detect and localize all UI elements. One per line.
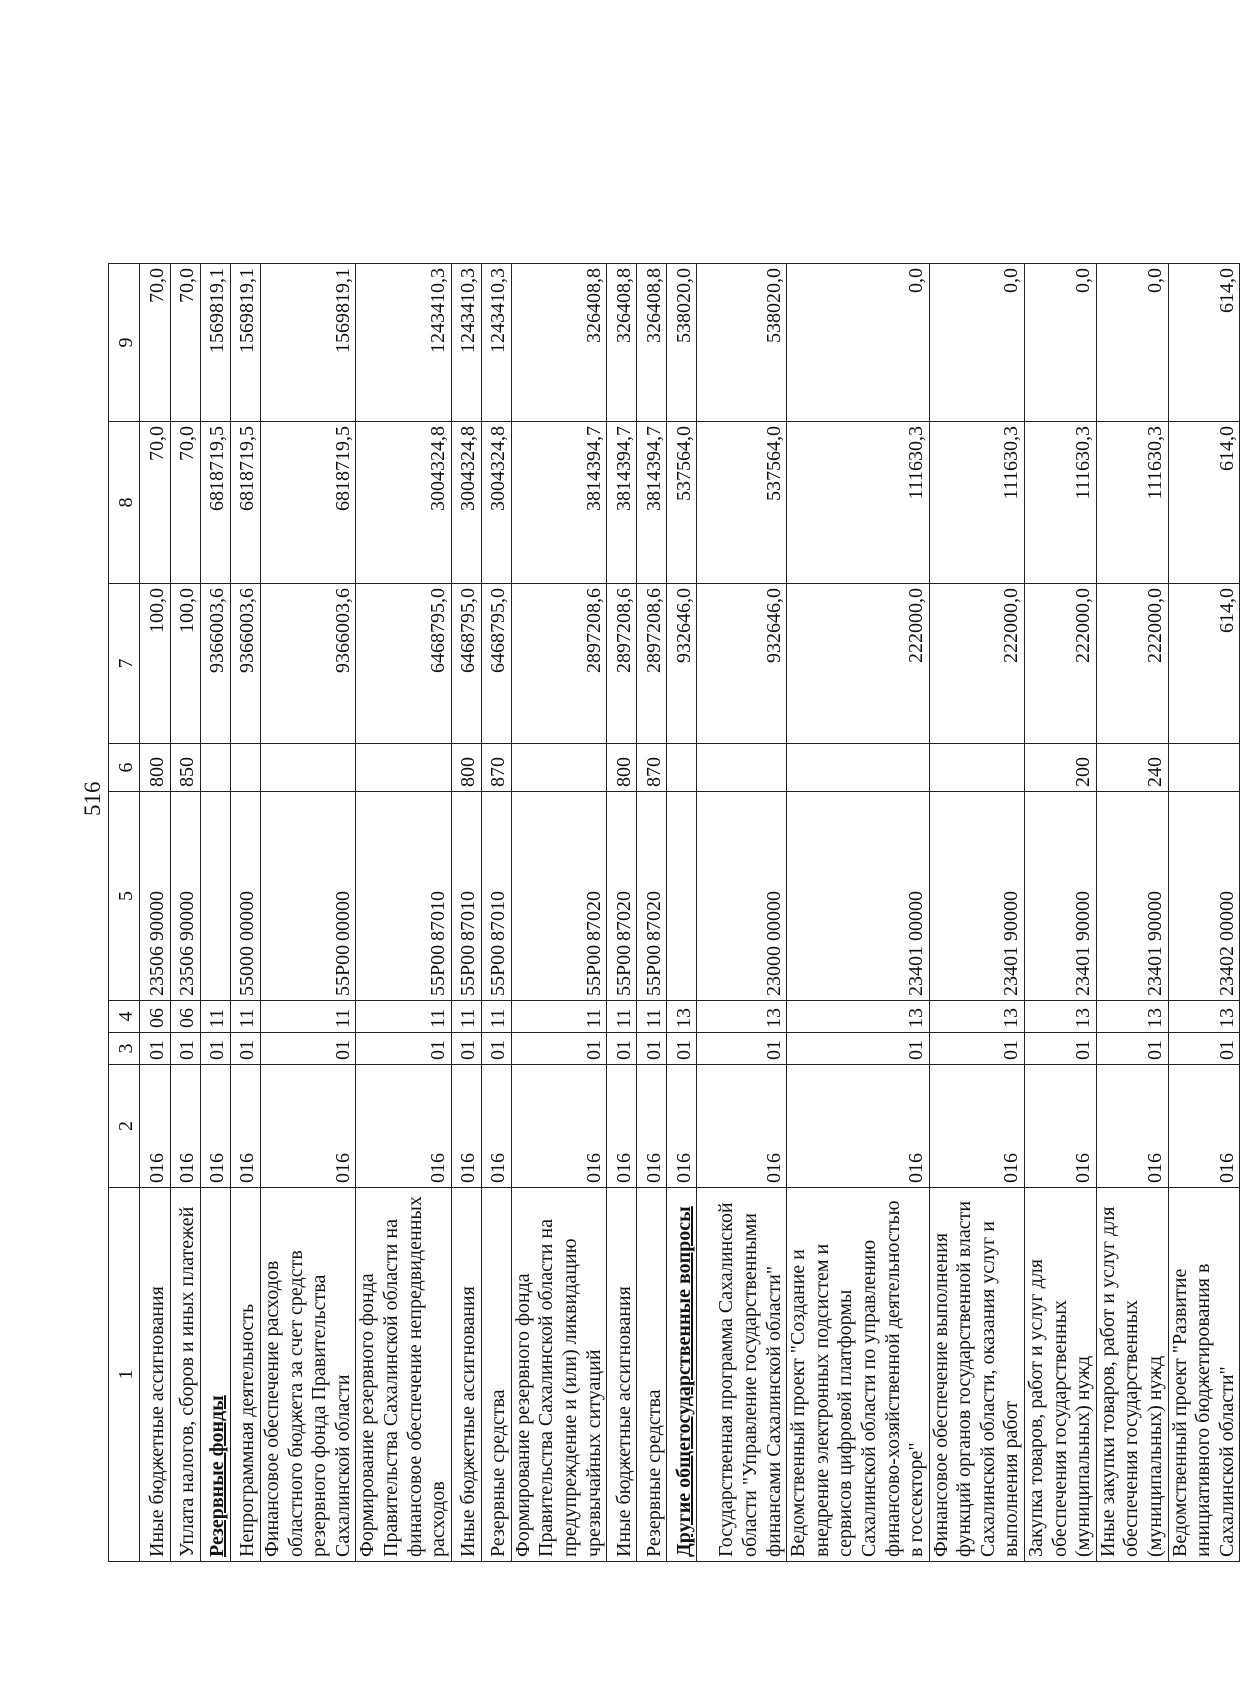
amount-year-1: 100,0 [140,584,171,744]
amount-year-2: 3004324,8 [451,422,481,584]
code-target-article [1168,792,1240,1001]
amount-year-1: 100,0 [171,584,201,744]
amount-year-2: 3814394,7 [637,422,667,584]
code-ministry: 016 [697,1065,787,1188]
amount-year-1: 6468795,0 [451,584,481,744]
code-program: 55P00 [612,944,635,996]
code-direction: 87020 [582,891,605,941]
row-name: Резервные средства [481,1188,511,1562]
code-program: 55P00 [487,944,510,996]
code-target-article [787,792,930,1001]
amount-year-3: 326408,8 [607,264,637,422]
amount-year-1: 614,0 [1168,584,1240,744]
code-direction: 87020 [612,891,635,941]
code-program: 55P00 [427,944,450,996]
code-direction: 00000 [905,891,928,941]
row-name: Финансовое обеспечение расходов областного бюджета за счет средств резервного фонда Правительства Сахалинской области [261,1188,356,1562]
code-ministry: 016 [511,1065,606,1188]
header-row [109,264,140,1562]
code-section: 01 [231,1033,261,1065]
code-section: 01 [1025,1033,1097,1065]
code-subsection: 11 [511,1001,606,1033]
row-name: Государственная программа Сахалинской области "Управление государственными финансами Сахалинской области" [697,1188,787,1562]
row-name: Резервные средства [637,1188,667,1562]
code-section: 01 [787,1033,930,1065]
table-row [231,264,261,1562]
code-section: 01 [201,1033,231,1065]
code-section: 01 [140,1033,171,1065]
code-target-article [261,792,356,1001]
code-program: 55P00 [582,944,605,996]
code-expense-type: 800 [451,744,481,792]
table-row [261,264,356,1562]
amount-year-2: 537564,0 [667,422,697,584]
code-expense-type [261,744,356,792]
table-row [140,264,171,1562]
code-ministry: 016 [1096,1065,1168,1188]
code-program: 23401 [1144,946,1167,996]
code-expense-type [356,744,451,792]
amount-year-1: 222000,0 [1025,584,1097,744]
amount-year-2: 70,0 [171,422,201,584]
code-subsection: 06 [171,1001,201,1033]
code-expense-type [1168,744,1240,792]
code-expense-type: 870 [637,744,667,792]
code-section: 01 [697,1033,787,1065]
code-direction: 90000 [1072,891,1095,941]
code-expense-type: 850 [171,744,201,792]
amount-year-1: 2897208,6 [637,584,667,744]
table-row [667,264,697,1562]
row-name: Ведомственный проект "Создание и внедрение электронных подсистем и сервисов цифровой платформы Сахалинской области по управлению финансово-хозяйственной деятельностью в госсекторе" [787,1188,930,1562]
code-ministry: 016 [451,1065,481,1188]
code-ministry: 016 [607,1065,637,1188]
code-target-article [929,792,1024,1001]
code-subsection: 13 [1096,1001,1168,1033]
amount-year-3: 538020,0 [667,264,697,422]
code-direction: 00000 [762,891,785,941]
code-expense-type: 800 [607,744,637,792]
amount-year-2: 111630,3 [1096,422,1168,584]
amount-year-2: 537564,0 [697,422,787,584]
row-name: Иные бюджетные ассигнования [607,1188,637,1562]
amount-year-2: 614,0 [1168,422,1240,584]
table-row [697,264,787,1562]
code-expense-type: 200 [1025,744,1097,792]
row-name: Формирование резервного фонда Правительства Сахалинской области на финансовое обеспечение непредвиденных расходов [356,1188,451,1562]
code-subsection: 13 [667,1001,697,1033]
code-program: 23402 [1215,946,1238,996]
amount-year-3: 0,0 [787,264,930,422]
amount-year-1: 2897208,6 [511,584,606,744]
code-program: 23506 [146,946,169,996]
amount-year-3: 614,0 [1168,264,1240,422]
code-ministry: 016 [356,1065,451,1188]
code-target-article [356,792,451,1001]
code-direction: 87020 [642,891,665,941]
table-row [201,264,231,1562]
col-header: 8 [109,422,140,584]
code-section: 01 [1096,1033,1168,1065]
budget-table [108,263,1240,1562]
row-name: Иные бюджетные ассигнования [140,1188,171,1562]
row-name: Уплата налогов, сборов и иных платежей [171,1188,201,1562]
row-name: Финансовое обеспечение выполнения функций органов государственной власти Сахалинской области, оказания услуг и выполнения работ [929,1188,1024,1562]
code-ministry: 016 [481,1065,511,1188]
code-ministry: 016 [140,1065,171,1188]
code-section: 01 [667,1033,697,1065]
code-program: 23506 [176,946,199,996]
code-expense-type [667,744,697,792]
code-program: 55000 [236,946,259,996]
col-header: 3 [109,1033,140,1065]
code-expense-type: 800 [140,744,171,792]
code-expense-type: 240 [1096,744,1168,792]
amount-year-1: 222000,0 [787,584,930,744]
amount-year-1: 9366003,6 [201,584,231,744]
amount-year-1: 222000,0 [1096,584,1168,744]
table-row [481,264,511,1562]
code-ministry: 016 [231,1065,261,1188]
code-subsection: 06 [140,1001,171,1033]
amount-year-2: 3004324,8 [481,422,511,584]
code-section: 01 [451,1033,481,1065]
code-section: 01 [511,1033,606,1065]
amount-year-1: 932646,0 [667,584,697,744]
code-target-article [171,792,201,1001]
code-program: 23000 [762,946,785,996]
code-ministry: 016 [1025,1065,1097,1188]
amount-year-2: 70,0 [140,422,171,584]
amount-year-2: 6818719,5 [201,422,231,584]
col-header: 7 [109,584,140,744]
row-name: Резервные фонды [201,1188,231,1562]
code-subsection: 11 [261,1001,356,1033]
amount-year-1: 9366003,6 [231,584,261,744]
code-target-article [231,792,261,1001]
page-number: 516 [80,781,105,816]
col-header: 9 [109,264,140,422]
amount-year-3: 0,0 [1096,264,1168,422]
code-target-article [1096,792,1168,1001]
code-subsection: 13 [697,1001,787,1033]
amount-year-1: 932646,0 [697,584,787,744]
amount-year-1: 6468795,0 [481,584,511,744]
table-row [511,264,606,1562]
amount-year-2: 3004324,8 [356,422,451,584]
code-program: 55P00 [642,944,665,996]
code-expense-type [697,744,787,792]
code-subsection: 11 [451,1001,481,1033]
amount-year-3: 1243410,3 [481,264,511,422]
code-section: 01 [637,1033,667,1065]
table-row [1025,264,1097,1562]
amount-year-2: 111630,3 [1025,422,1097,584]
row-name: Непрограммная деятельность [231,1188,261,1562]
col-header: 4 [109,1001,140,1033]
amount-year-3: 1569819,1 [201,264,231,422]
row-name: Формирование резервного фонда Правительства Сахалинской области на предупреждение и (или) ликвидацию чрезвычайных ситуаций [511,1188,606,1562]
code-ministry: 016 [201,1065,231,1188]
code-section: 01 [171,1033,201,1065]
table-row [607,264,637,1562]
code-ministry: 016 [637,1065,667,1188]
code-target-article [1025,792,1097,1001]
amount-year-2: 3814394,7 [607,422,637,584]
code-program: 55P00 [331,944,354,996]
code-expense-type: 870 [481,744,511,792]
amount-year-3: 70,0 [140,264,171,422]
code-subsection: 11 [481,1001,511,1033]
amount-year-3: 0,0 [1025,264,1097,422]
code-ministry: 016 [929,1065,1024,1188]
code-section: 01 [356,1033,451,1065]
col-header: 1 [109,1188,140,1562]
code-ministry: 016 [1168,1065,1240,1188]
code-direction: 90000 [1144,891,1167,941]
amount-year-2: 3814394,7 [511,422,606,584]
code-target-article [201,792,231,1001]
amount-year-3: 0,0 [929,264,1024,422]
table-body [140,264,1240,1562]
table-row [171,264,201,1562]
code-subsection: 11 [607,1001,637,1033]
amount-year-2: 111630,3 [787,422,930,584]
code-direction: 87010 [457,891,480,941]
code-direction: 00000 [1215,891,1238,941]
table-row [787,264,930,1562]
code-program: 23401 [1072,946,1095,996]
code-direction: 90000 [176,891,199,941]
code-subsection: 13 [929,1001,1024,1033]
row-name: Иные бюджетные ассигнования [451,1188,481,1562]
table-row [637,264,667,1562]
table-row [356,264,451,1562]
code-ministry: 016 [261,1065,356,1188]
code-section: 01 [607,1033,637,1065]
code-section: 01 [261,1033,356,1065]
col-header: 6 [109,744,140,792]
amount-year-3: 1243410,3 [451,264,481,422]
amount-year-3: 326408,8 [637,264,667,422]
amount-year-1: 9366003,6 [261,584,356,744]
code-target-article [637,792,667,1001]
row-name: Ведомственный проект "Развитие инициативного бюджетирования в Сахалинской области" [1168,1188,1240,1562]
table-row [1096,264,1168,1562]
code-direction: 00000 [331,891,354,941]
code-target-article [607,792,637,1001]
code-target-article [667,792,697,1001]
code-direction: 00000 [236,891,259,941]
code-target-article [140,792,171,1001]
code-program: 55P00 [457,944,480,996]
table-row [929,264,1024,1562]
code-target-article [451,792,481,1001]
code-subsection: 11 [356,1001,451,1033]
amount-year-1: 6468795,0 [356,584,451,744]
code-section: 01 [929,1033,1024,1065]
amount-year-2: 6818719,5 [231,422,261,584]
code-expense-type [201,744,231,792]
amount-year-3: 1569819,1 [261,264,356,422]
amount-year-3: 326408,8 [511,264,606,422]
amount-year-3: 538020,0 [697,264,787,422]
code-ministry: 016 [667,1065,697,1188]
code-target-article [481,792,511,1001]
amount-year-2: 111630,3 [929,422,1024,584]
col-header: 5 [109,792,140,1001]
table-row [1168,264,1240,1562]
row-name: Иные закупки товаров, работ и услуг для обеспечения государственных (муниципальных) нужд [1096,1188,1168,1562]
code-direction: 90000 [146,891,169,941]
code-target-article [511,792,606,1001]
code-section: 01 [481,1033,511,1065]
table-row [451,264,481,1562]
col-header: 2 [109,1065,140,1188]
code-direction: 87010 [427,891,450,941]
row-name: Закупка товаров, работ и услуг для обеспечения государственных (муниципальных) нужд [1025,1188,1097,1562]
code-expense-type [511,744,606,792]
code-direction: 90000 [1000,891,1023,941]
code-subsection: 13 [1025,1001,1097,1033]
amount-year-1: 222000,0 [929,584,1024,744]
code-program: 23401 [1000,946,1023,996]
code-expense-type [929,744,1024,792]
code-expense-type [787,744,930,792]
amount-year-2: 6818719,5 [261,422,356,584]
code-subsection: 11 [637,1001,667,1033]
code-ministry: 016 [171,1065,201,1188]
amount-year-3: 1243410,3 [356,264,451,422]
amount-year-3: 70,0 [171,264,201,422]
code-subsection: 11 [201,1001,231,1033]
code-section: 01 [1168,1033,1240,1065]
code-ministry: 016 [787,1065,930,1188]
code-expense-type [231,744,261,792]
code-subsection: 13 [787,1001,930,1033]
code-program: 23401 [905,946,928,996]
row-name: Другие общегосударственные вопросы [667,1188,697,1562]
amount-year-3: 1569819,1 [231,264,261,422]
code-target-article [697,792,787,1001]
code-subsection: 11 [231,1001,261,1033]
code-direction: 87010 [487,891,510,941]
code-subsection: 13 [1168,1001,1240,1033]
amount-year-1: 2897208,6 [607,584,637,744]
